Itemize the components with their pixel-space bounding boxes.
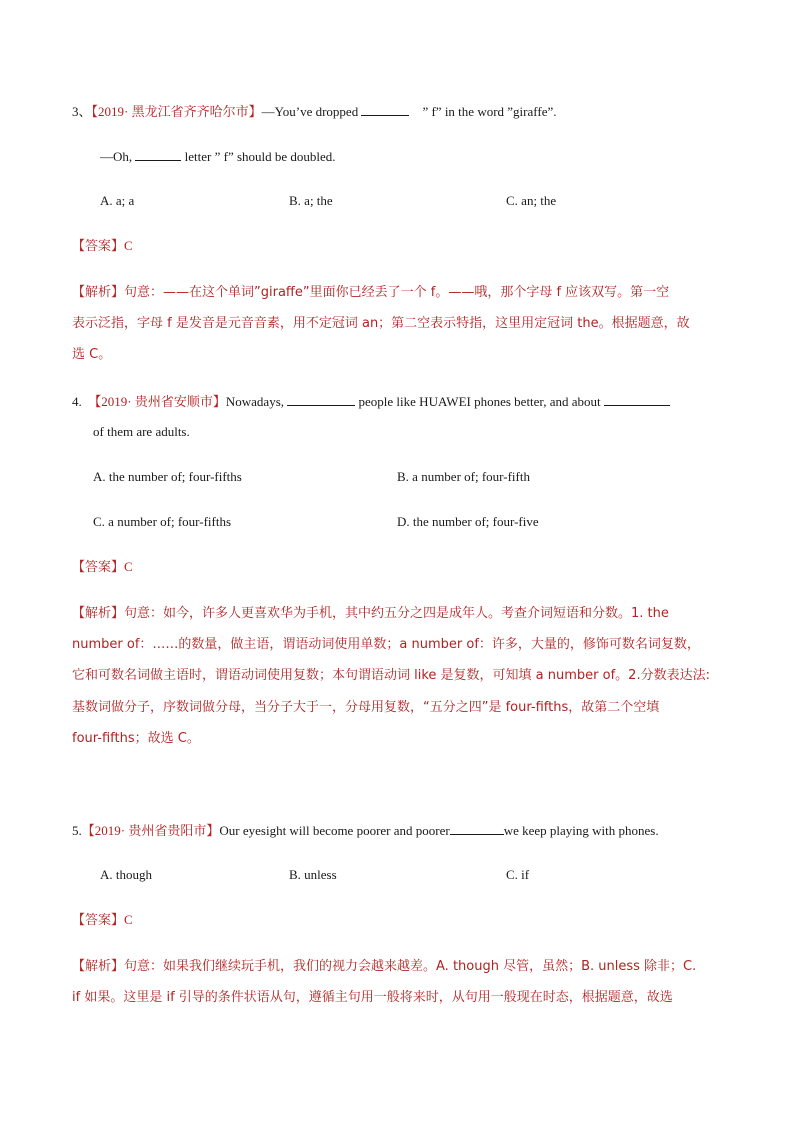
explanation-label: 【解析】 bbox=[72, 959, 125, 974]
question-3-stem bbox=[72, 103, 556, 121]
explanation-text: 表示泛指，字母 f 是发音是元音音素，用不定冠词 an；第二空表示特指，这里用定冠词 the。根据题意，故 bbox=[72, 316, 690, 331]
answer-value: C bbox=[124, 912, 133, 927]
explanation-label: 【解析】 bbox=[72, 606, 125, 621]
stem-text-4: letter ” f” should be doubled. bbox=[184, 149, 336, 164]
explanation-text: 它和可数名词做主语时，谓语动词使用复数；本句谓语动词 like 是复数，可知填 a number of。2.分数表达法: bbox=[72, 668, 710, 683]
answer-blank bbox=[135, 148, 181, 161]
source-place: 贵州省安顺市 bbox=[134, 395, 213, 410]
source-year: 2019 bbox=[101, 394, 128, 409]
stem-text-3: —Oh, bbox=[100, 149, 133, 164]
explanation-line bbox=[72, 284, 669, 301]
explanation-text: 基数词做分子，序数词做分母，当分子大于一，分母用复数，“五分之四”是 four-fifths，故第二个空填 bbox=[72, 700, 660, 715]
source-dot: · bbox=[120, 823, 126, 838]
question-3-line-2 bbox=[100, 148, 336, 165]
explanation-line bbox=[72, 958, 696, 975]
option-a: A. the number of; four-fifths bbox=[93, 469, 242, 484]
question-4-stem bbox=[72, 393, 670, 411]
answer-blank bbox=[361, 103, 409, 116]
answer-blank bbox=[604, 393, 670, 406]
explanation-line bbox=[72, 605, 669, 622]
question-4-line-2: of them are adults. bbox=[93, 424, 190, 439]
source-close-bracket: 】 bbox=[206, 823, 220, 838]
stem-text-1: Our eyesight will become poorer and poorer bbox=[219, 823, 450, 838]
answer-blank bbox=[287, 393, 355, 406]
answer-label: 【答案】 bbox=[72, 239, 125, 254]
answer-row bbox=[72, 912, 133, 929]
option-c: C. an; the bbox=[506, 193, 557, 208]
answer-label: 【答案】 bbox=[72, 913, 125, 928]
explanation-text: if 如果。这里是 if 引导的条件状语从句，遵循主句用一般将来时，从句用一般现在时态，根据题意，故选 bbox=[72, 990, 673, 1005]
explanation-text: number of：……的数量，做主语，谓语动词使用单数；a number of：许多，大量的，修饰可数名词复数， bbox=[72, 637, 700, 652]
answer-value: C bbox=[124, 559, 133, 574]
source-open-bracket: 【 bbox=[81, 823, 95, 838]
option-a: A. a; a bbox=[100, 193, 135, 208]
option-a: A. though bbox=[100, 867, 152, 882]
question-5-stem bbox=[72, 822, 659, 840]
option-b: B. unless bbox=[289, 867, 337, 882]
answer-row bbox=[72, 238, 133, 255]
answer-value: C bbox=[124, 238, 133, 253]
stem-text-2: we keep playing with phones. bbox=[503, 823, 659, 838]
source-close-bracket: 】 bbox=[212, 394, 226, 409]
source-place: 黑龙江省齐齐哈尔市 bbox=[131, 105, 249, 120]
answer-row bbox=[72, 559, 133, 576]
option-c: C. a number of; four-fifths bbox=[93, 514, 232, 529]
stem-text-1: Nowadays, bbox=[225, 394, 285, 409]
explanation-text: 句意：——在这个单词”giraffe”里面你已经丢了一个 f。——哦，那个字母 f 应该双写。第一空 bbox=[124, 285, 670, 300]
answer-label: 【答案】 bbox=[72, 560, 125, 575]
option-c: C. if bbox=[506, 867, 530, 882]
explanation-text: 句意：如今，许多人更喜欢华为手机，其中约五分之四是成年人。考查介词短语和分数。1. the bbox=[124, 606, 669, 621]
source-dot: · bbox=[124, 104, 129, 119]
option-b: B. a; the bbox=[289, 193, 333, 208]
explanation-label: 【解析】 bbox=[72, 285, 125, 300]
source-year: 2019 bbox=[98, 104, 125, 119]
explanation-text: four-fifths；故选 C。 bbox=[72, 731, 200, 746]
option-b: B. a number of; four-fifth bbox=[397, 469, 530, 484]
source-open-bracket: 【 bbox=[91, 104, 99, 119]
question-number: 3、 bbox=[72, 104, 92, 119]
explanation-text: 句意：如果我们继续玩手机，我们的视力会越来越差。A. though 尽管，虽然；B. unless 除非；C. bbox=[124, 959, 697, 974]
source-year: 2019 bbox=[94, 823, 121, 838]
stem-text-1: —You’ve dropped bbox=[261, 104, 359, 119]
option-d: D. the number of; four-five bbox=[397, 514, 539, 529]
answer-blank bbox=[450, 822, 504, 835]
question-number: 4. bbox=[72, 394, 82, 409]
source-place: 贵州省贵阳市 bbox=[128, 824, 207, 839]
explanation-text: 选 C。 bbox=[72, 347, 112, 362]
question-number: 5. bbox=[72, 823, 82, 838]
source-close-bracket: 】 bbox=[248, 104, 262, 119]
stem-text-2: ” f” in the word ”giraffe”. bbox=[422, 104, 557, 119]
stem-text-2: people like HUAWEI phones better, and about bbox=[358, 394, 601, 409]
source-dot: · bbox=[127, 394, 132, 409]
source-open-bracket: 【 bbox=[88, 394, 102, 409]
